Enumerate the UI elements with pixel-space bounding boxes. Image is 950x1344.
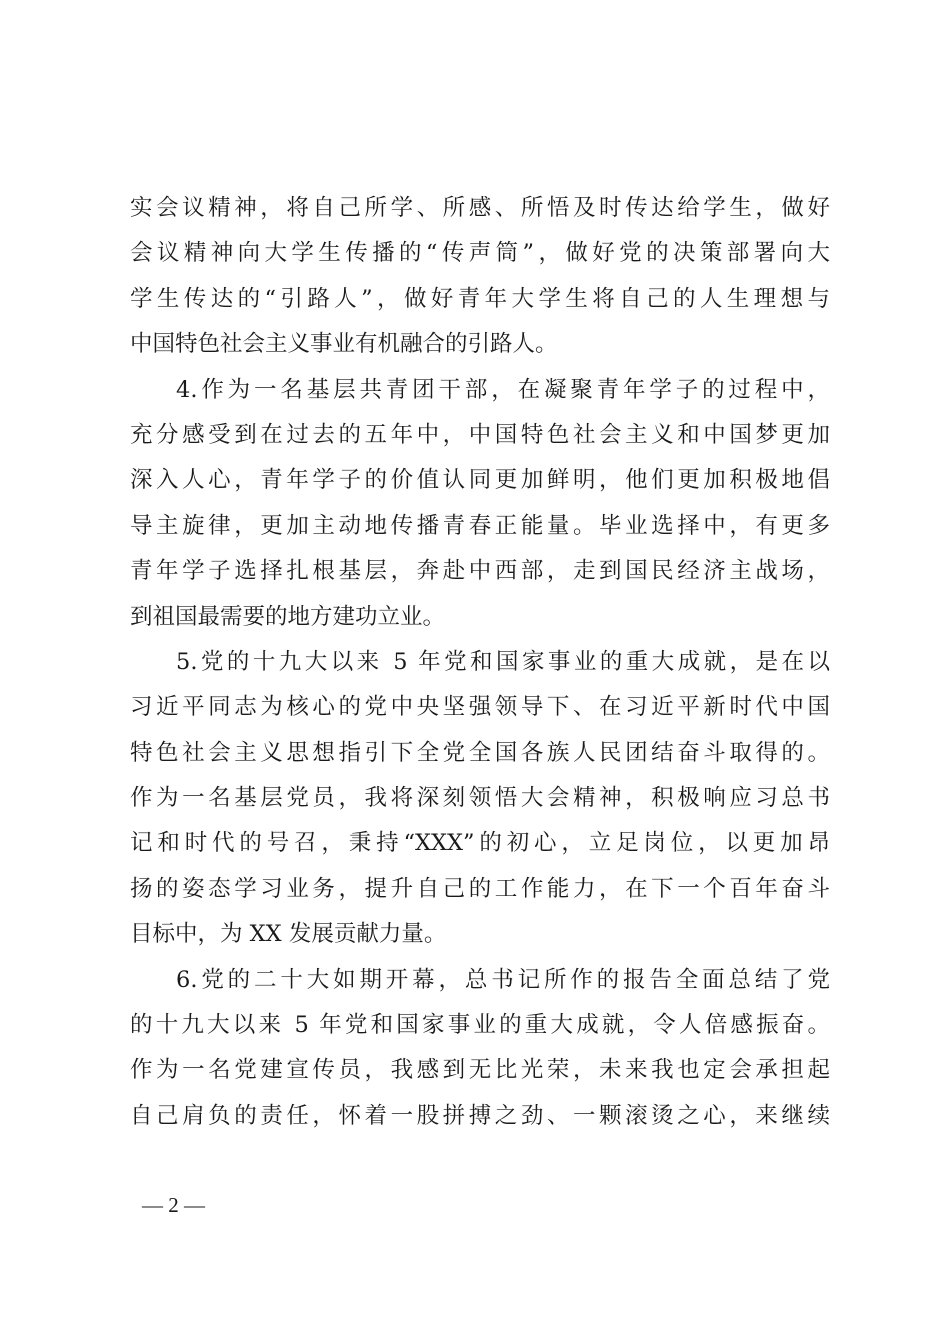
text-line: 到祖国最需要的地方建功立业。 (130, 603, 446, 630)
paragraph (130, 186, 830, 368)
text-line: 深入人心，青年学子的价值认同更加鲜明，他们更加积极地倡 (130, 467, 830, 494)
text-line: 扬的姿态学习业务，提升自己的工作能力，在下一个百年奋斗 (130, 875, 830, 902)
text-line: 作为一名基层党员，我将深刻领悟大会精神，积极响应习总书 (130, 785, 830, 812)
text-line: 目标中，为 XX 发展贡献力量。 (130, 921, 447, 948)
body-text (130, 186, 830, 1139)
page-number: — 2 — (142, 1193, 205, 1217)
text-line: 6.党的二十大如期开幕，总书记所作的报告全面总结了党 (176, 966, 830, 993)
text-line: 自己肩负的责任，怀着一股拼搏之劲、一颗滚烫之心，来继续 (130, 1102, 830, 1129)
text-line: 特色社会主义思想指引下全党全国各族人民团结奋斗取得的。 (130, 739, 830, 766)
text-line: 青年学子选择扎根基层，奔赴中西部，走到国民经济主战场， (130, 558, 830, 585)
text-line: 会议精神向大学生传播的“传声筒”，做好党的决策部署向大 (130, 240, 830, 267)
text-line: 的十九大以来 5 年党和国家事业的重大成就，令人倍感振奋。 (130, 1012, 830, 1039)
text-line: 充分感受到在过去的五年中，中国特色社会主义和中国梦更加 (130, 421, 830, 448)
paragraph (130, 640, 830, 958)
text-line: 习近平同志为核心的党中央坚强领导下、在习近平新时代中国 (130, 694, 830, 721)
text-line: 中国特色社会主义事业有机融合的引路人。 (130, 331, 558, 358)
text-line: 5.党的十九大以来 5 年党和国家事业的重大成就，是在以 (176, 648, 830, 675)
text-line: 记和时代的号召，秉持“XXX”的初心，立足岗位，以更加昂 (130, 830, 830, 857)
paragraph (130, 958, 830, 1140)
text-line: 作为一名党建宣传员，我感到无比光荣，未来我也定会承担起 (130, 1057, 830, 1084)
paragraph (130, 368, 830, 640)
text-line: 导主旋律，更加主动地传播青春正能量。毕业选择中，有更多 (130, 512, 830, 539)
text-line: 学生传达的“引路人”，做好青年大学生将自己的人生理想与 (130, 285, 830, 312)
text-line: 4.作为一名基层共青团干部，在凝聚青年学子的过程中， (176, 376, 830, 403)
text-line: 实会议精神，将自己所学、所感、所悟及时传达给学生，做好 (130, 195, 830, 221)
